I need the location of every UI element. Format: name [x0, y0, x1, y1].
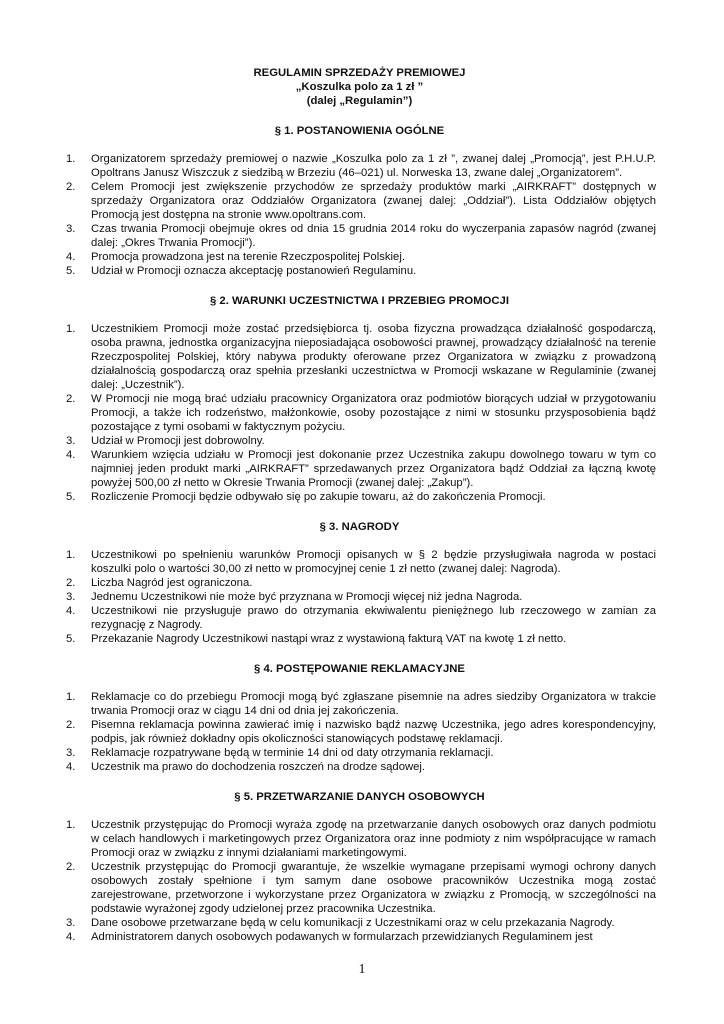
document-alias: (dalej „Regulamin”) — [306, 95, 413, 107]
list-item — [63, 860, 656, 916]
list-item-text: Liczba Nagród jest ograniczona. — [91, 577, 253, 589]
list-item — [63, 916, 656, 930]
list-item-text: Rozliczenie Promocji będzie odbywało się po zakupie towaru, aż do zakończenia Promocji. — [91, 491, 546, 503]
list-item — [63, 718, 656, 746]
list-item — [63, 818, 656, 860]
list-item-number: 3. — [66, 435, 76, 447]
list-item-text: Organizatorem sprzedaży premiowej o nazwie „Koszulka polo za 1 zł ”, zwanej dalej „Promocją”, jest P.H.U.P. Opoltrans Janusz Wiszczuk z siedzibą w Brzeziu (46–021) ul. Norweska 13, zwane dalej „Organizatorem”. — [91, 153, 656, 179]
list-item — [63, 746, 656, 760]
list-item — [63, 590, 656, 604]
section-list — [63, 548, 656, 646]
section-heading: § 3. NAGRODY — [319, 521, 400, 533]
list-item-number: 2. — [66, 181, 76, 193]
list-item-number: 2. — [66, 393, 76, 405]
list-item-number: 2. — [66, 577, 76, 589]
list-item-text: Czas trwania Promocji obejmuje okres od dnia 15 grudnia 2014 roku do wyczerpania zapasów nagród (zwanej dalej: „Okres Trwania Promocji”). — [91, 223, 656, 249]
list-item-number: 1. — [66, 323, 76, 335]
list-item-number: 3. — [66, 747, 76, 759]
list-item — [63, 264, 656, 278]
section-heading: § 1. POSTANOWIENIA OGÓLNE — [274, 125, 445, 137]
list-item-text: Uczestnikiem Promocji może zostać przedsiębiorca tj. osoba fizyczna prowadząca działalność gospodarczą, osoba prawna, jednostka organizacyjna nieposiadająca osobowości prawnej, prowadzący działalność na terenie Rzeczpospolitej Polskiej, który nabywa produkty oferowane przez Organizatora w związku z prowadzoną działalnością gospodarczą oraz spełnia przesłanki uczestnictwa w Promocji wskazane w Regulaminie (zwanej dalej: „Uczestnik”). — [91, 323, 656, 391]
list-item-number: 2. — [66, 719, 76, 731]
list-item-number: 4. — [66, 251, 76, 263]
list-item-number: 3. — [66, 591, 76, 603]
list-item — [63, 548, 656, 576]
list-item-text: Uczestnik przystępując do Promocji gwarantuje, że wszelkie wymagane przepisami wymogi ochrony danych osobowych zostały spełnione i tym samym dane osobowe pracowników Uczestnika mogą zostać zarejestrowane, przetworzone i wykorzystane przez Organizatora w związku z Promocją, w szczególności na podstawie wyrażonej zgody udzielonej przez pracownika Uczestnika. — [91, 861, 656, 915]
list-item — [63, 760, 656, 774]
list-item-number: 5. — [66, 491, 76, 503]
section-heading: § 2. WARUNKI UCZESTNICTWA I PRZEBIEG PROMOCJI — [210, 295, 509, 307]
list-item-number: 1. — [66, 819, 76, 831]
list-item-text: Reklamacje rozpatrywane będą w terminie 14 dni od daty otrzymania reklamacji. — [91, 747, 494, 759]
list-item — [63, 322, 656, 392]
list-item-text: Jednemu Uczestnikowi nie może być przyznana w Promocji więcej niż jedna Nagroda. — [91, 591, 523, 603]
list-item — [63, 604, 656, 632]
list-item — [63, 930, 656, 944]
list-item-text: Dane osobowe przetwarzane będą w celu komunikacji z Uczestnikami oraz w celu przekazania Nagrody. — [91, 917, 615, 929]
list-item — [63, 392, 656, 434]
list-item-number: 1. — [66, 549, 76, 561]
section-list — [63, 322, 656, 504]
list-item-text: Celem Promocji jest zwiększenie przychodów ze sprzedaży produktów marki „AIRKRAFT” dostępnych w sprzedaży Organizatora oraz Oddziałów Organizatora (zwanej dalej: „Oddział”). Lista Oddziałów objętych Promocją jest dostępna na stronie www.opoltrans.com. — [91, 181, 656, 221]
sections-container — [63, 124, 656, 944]
list-item-text: Udział w Promocji oznacza akceptację postanowień Regulaminu. — [91, 265, 417, 277]
list-item-number: 4. — [66, 449, 76, 461]
list-item-number: 2. — [66, 861, 76, 873]
document-title: REGULAMIN SPRZEDAŻY PREMIOWEJ — [253, 67, 466, 79]
list-item — [63, 448, 656, 490]
list-item-text: Pisemna reklamacja powinna zawierać imię i nazwisko bądź nazwę Uczestnika, jego adres korespondencyjny, podpis, jak również dokładny opis okoliczności stanowiących podstawę reklamacji. — [91, 719, 656, 745]
list-item-text: Warunkiem wzięcia udziału w Promocji jest dokonanie przez Uczestnika zakupu dowolnego towaru w tym co najmniej jeden produkt marki „AIRKRAFT” sprzedawanych przez Organizatora bądź Oddział za łączną kwotę powyżej 500,00 zł netto w Okresie Trwania Promocji (zwanej dalej: „Zakup”). — [91, 449, 656, 489]
list-item — [63, 180, 656, 222]
list-item — [63, 632, 656, 646]
section-list — [63, 818, 656, 944]
list-item-number: 3. — [66, 223, 76, 235]
section-heading: § 5. PRZETWARZANIE DANYCH OSOBOWYCH — [234, 791, 485, 803]
list-item — [63, 152, 656, 180]
document-subtitle: „Koszulka polo za 1 zł ” — [295, 81, 424, 93]
list-item — [63, 690, 656, 718]
list-item — [63, 576, 656, 590]
section-list — [63, 690, 656, 774]
list-item — [63, 222, 656, 250]
list-item-number: 4. — [66, 931, 76, 943]
list-item-text: Reklamacje co do przebiegu Promocji mogą być zgłaszane pisemnie na adres siedziby Organizatora w trakcie trwania Promocji oraz w ciągu 14 dni od dnia jej zakończenia. — [91, 691, 656, 717]
list-item-text: Uczestnikowi nie przysługuje prawo do otrzymania ekwiwalentu pieniężnego lub rzeczowego w zamian za rezygnację z Nagrody. — [91, 605, 656, 631]
list-item-text: Uczestnik ma prawo do dochodzenia roszczeń na drodze sądowej. — [91, 761, 426, 773]
list-item — [63, 250, 656, 264]
list-item-text: Uczestnik przystępując do Promocji wyraża zgodę na przetwarzanie danych osobowych oraz danych podmiotu w celach handlowych i marketingowych przez Organizatora oraz inne podmioty z nim współpracujące w ramach Promocji oraz w związku z innymi działaniami marketingowymi. — [91, 819, 656, 859]
list-item-text: Udział w Promocji jest dobrowolny. — [91, 435, 265, 447]
list-item-text: Uczestnikowi po spełnieniu warunków Promocji opisanych w § 2 będzie przysługiwała nagroda w postaci koszulki polo o wartości 30,00 zł netto w promocyjnej cenie 1 zł netto (zwanej dalej: Nagroda). — [91, 549, 656, 575]
list-item-number: 4. — [66, 605, 76, 617]
document-body — [63, 66, 656, 960]
list-item-text: W Promocji nie mogą brać udziału pracownicy Organizatora oraz podmiotów biorących udział w przygotowaniu Promocji, a także ich rodzeństwo, małżonkowie, osoby pozostające z nimi w stosunku przysposobienia bądź pozostające z tymi osobami w faktycznym pożyciu. — [91, 393, 656, 433]
list-item-number: 4. — [66, 761, 76, 773]
list-item — [63, 434, 656, 448]
document-title-block — [63, 66, 656, 108]
list-item-text: Promocja prowadzona jest na terenie Rzeczpospolitej Polskiej. — [91, 251, 405, 263]
list-item-text: Przekazanie Nagrody Uczestnikowi nastąpi wraz z wystawioną fakturą VAT na kwotę 1 zł netto. — [91, 633, 567, 645]
list-item-number: 3. — [66, 917, 76, 929]
list-item-number: 5. — [66, 633, 76, 645]
page-number: 1 — [358, 962, 366, 977]
section-list — [63, 152, 656, 278]
list-item — [63, 490, 656, 504]
list-item-number: 1. — [66, 691, 76, 703]
list-item-number: 1. — [66, 153, 76, 165]
list-item-number: 5. — [66, 265, 76, 277]
list-item-text: Administratorem danych osobowych podawanych w formularzach przewidzianych Regulaminem jest — [91, 931, 593, 943]
section-heading: § 4. POSTĘPOWANIE REKLAMACYJNE — [254, 663, 465, 675]
